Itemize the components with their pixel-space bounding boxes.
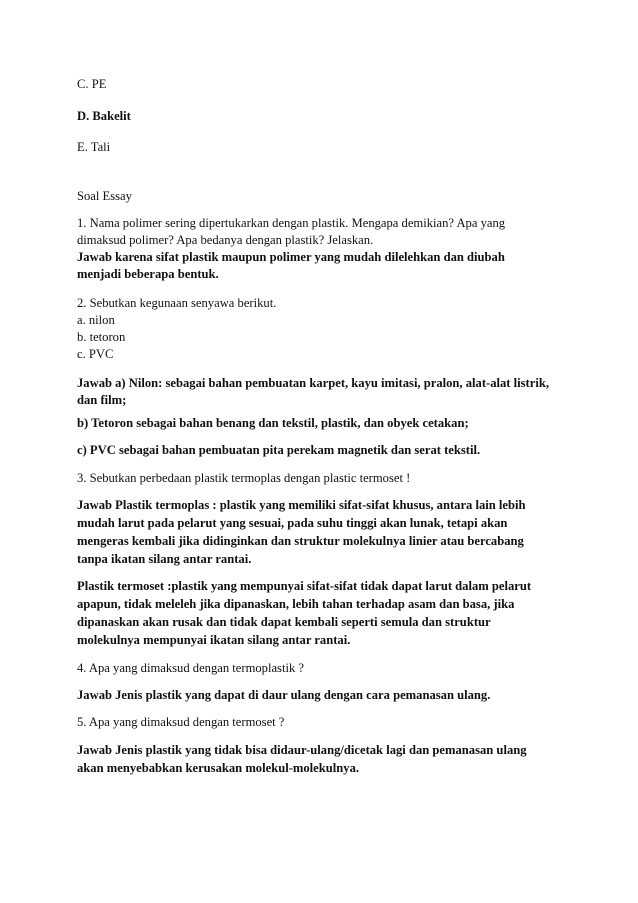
answer-1-line-1: Jawab karena sifat plastik maupun polimer yang mudah dilelehkan dan diubah: [77, 250, 505, 264]
question-2-item-a: a. nilon: [77, 313, 115, 327]
answer-2b: b) Tetoron sebagai bahan benang dan tekstil, plastik, dan obyek cetakan;: [77, 416, 469, 430]
option-c: C. PE: [77, 77, 107, 91]
question-1-line-1: 1. Nama polimer sering dipertukarkan dengan plastik. Mengapa demikian? Apa yang: [77, 216, 506, 230]
answer-2a-line-2: dan film;: [77, 393, 127, 407]
question-2-item-b: b. tetoron: [77, 330, 126, 344]
answer-3-thermoplastic-line-3: mengeras kembali jika didinginkan dan struktur molekulnya linier atau bercabang: [77, 534, 524, 548]
question-3: 3. Sebutkan perbedaan plastik termoplas dengan plastic termoset !: [77, 471, 411, 485]
answer-3-thermoset-line-3: dipanaskan akan rusak dan tidak dapat kembali seperti semula dan struktur: [77, 615, 491, 629]
essay-heading: Soal Essay: [77, 189, 132, 203]
answer-5-line-2: akan menyebabkan kerusakan molekul-molekulnya.: [77, 761, 360, 775]
answer-3-thermoplastic-line-1: Jawab Plastik termoplas : plastik yang memiliki sifat-sifat khusus, antara lain lebih: [77, 498, 526, 512]
answer-3-thermoset-line-2: apapun, tidak meleleh jika dipanaskan, lebih tahan terhadap asam dan basa, jika: [77, 597, 515, 611]
answer-1-line-2: menjadi beberapa bentuk.: [77, 267, 219, 281]
answer-3-thermoset-line-4: molekulnya mempunyai ikatan silang antar rantai.: [77, 633, 351, 647]
option-e: E. Tali: [77, 140, 111, 154]
question-4: 4. Apa yang dimaksud dengan termoplastik ?: [77, 661, 304, 675]
question-2-item-c: c. PVC: [77, 347, 114, 361]
answer-3-thermoplastic-line-4: tanpa ikatan silang antar rantai.: [77, 552, 252, 566]
question-2-line-1: 2. Sebutkan kegunaan senyawa berikut.: [77, 296, 277, 310]
question-1-line-2: dimaksud polimer? Apa bedanya dengan plastik? Jelaskan.: [77, 233, 374, 247]
answer-5-line-1: Jawab Jenis plastik yang tidak bisa didaur-ulang/dicetak lagi dan pemanasan ulang: [77, 743, 527, 757]
answer-2c: c) PVC sebagai bahan pembuatan pita perekam magnetik dan serat tekstil.: [77, 443, 481, 457]
answer-3-thermoset-line-1: Plastik termoset :plastik yang mempunyai sifat-sifat tidak dapat larut dalam pelarut: [77, 579, 532, 593]
answer-2a-line-1: Jawab a) Nilon: sebagai bahan pembuatan karpet, kayu imitasi, pralon, alat-alat listrik,: [77, 376, 549, 390]
option-d: D. Bakelit: [77, 109, 131, 123]
answer-4: Jawab Jenis plastik yang dapat di daur ulang dengan cara pemanasan ulang.: [77, 688, 491, 702]
question-5: 5. Apa yang dimaksud dengan termoset ?: [77, 715, 285, 729]
answer-3-thermoplastic-line-2: mudah larut pada pelarut yang sesuai, pada suhu tinggi akan lunak, tetapi akan: [77, 516, 508, 530]
